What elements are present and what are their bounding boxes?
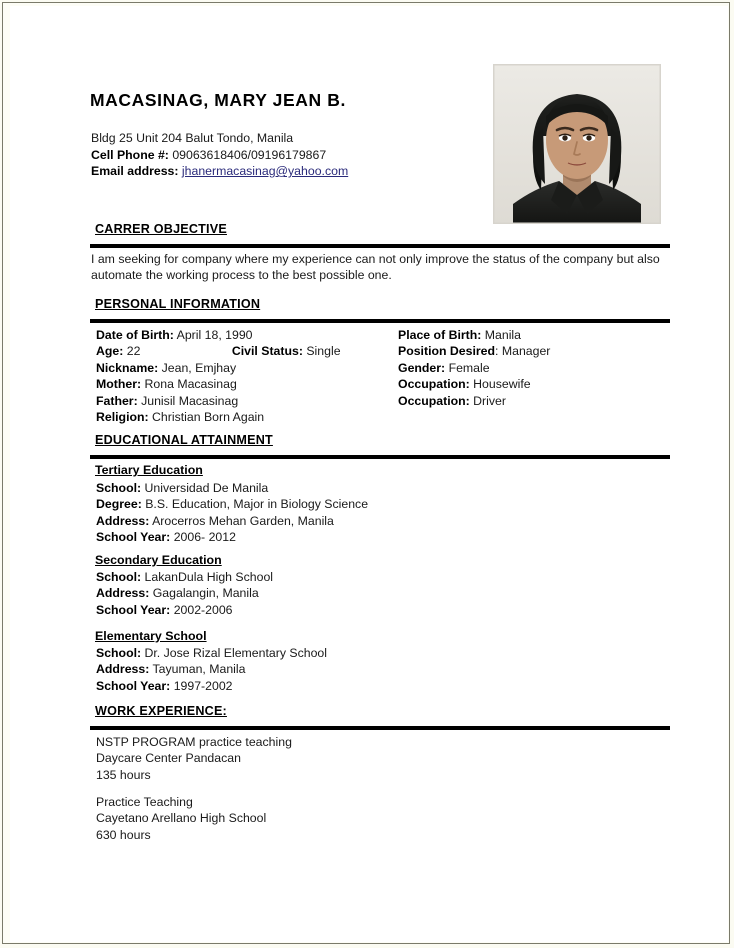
field-value: Universidad De Manila	[144, 481, 269, 495]
tertiary-education-details	[96, 480, 368, 546]
section-heading-objective: CARRER OBJECTIVE	[95, 222, 227, 236]
field-label: Place of Birth:	[398, 328, 482, 342]
personal-info-left-column	[96, 327, 341, 425]
cell-phone-value: 09063618406/09196179867	[172, 147, 327, 162]
field-school	[96, 645, 327, 661]
field-school	[96, 480, 368, 496]
field-age-civil-status	[96, 343, 341, 359]
field-value: : Manager	[495, 344, 551, 359]
field-religion	[96, 409, 341, 425]
field-value: 2002-2006	[173, 602, 233, 617]
field-value: 1997-2002	[173, 678, 233, 693]
field-label: Date of Birth:	[96, 328, 174, 342]
field-label: Father:	[96, 393, 138, 408]
elementary-education-details	[96, 645, 327, 694]
field-label: Address:	[96, 586, 150, 601]
field-occupation-father	[398, 393, 550, 409]
field-value: Junisil Macasinag	[141, 393, 239, 408]
field-label: Degree:	[96, 497, 142, 512]
field-date-of-birth	[96, 327, 341, 343]
field-value: April 18, 1990	[176, 328, 253, 342]
section-heading-education: EDUCATIONAL ATTAINMENT	[95, 433, 273, 447]
field-degree	[96, 496, 368, 512]
field-label: Occupation:	[398, 393, 470, 408]
field-label: School Year:	[96, 602, 171, 617]
field-label: Mother:	[96, 377, 142, 392]
applicant-photo	[493, 64, 661, 224]
work-hours: 630 hours	[96, 827, 151, 842]
field-father	[96, 393, 341, 409]
work-title: Practice Teaching	[96, 795, 193, 809]
section-heading-personal-information: PERSONAL INFORMATION	[95, 297, 261, 311]
work-experience-entry-1	[96, 734, 292, 783]
field-value: Gagalangin, Manila	[152, 586, 259, 601]
field-civil-status	[232, 343, 341, 359]
field-label: Nickname:	[96, 360, 159, 375]
field-value: 2006- 2012	[173, 530, 236, 545]
field-value: Manila	[484, 328, 522, 342]
field-label: School:	[96, 481, 142, 495]
field-label: Address:	[96, 513, 150, 528]
subheading-secondary-education: Secondary Education	[95, 553, 222, 567]
field-address	[96, 585, 273, 601]
field-value: B.S. Education, Major in Biology Science	[145, 497, 369, 512]
rule-education	[90, 455, 670, 459]
field-school-year	[96, 529, 368, 545]
field-position-desired	[398, 343, 550, 359]
field-nickname	[96, 360, 341, 376]
field-school-year	[96, 602, 273, 618]
work-hours: 135 hours	[96, 767, 151, 782]
contact-address: Bldg 25 Unit 204 Balut Tondo, Manila	[91, 131, 294, 145]
field-school-year	[96, 678, 327, 694]
field-value: Female	[448, 360, 490, 375]
subheading-tertiary-education: Tertiary Education	[95, 463, 203, 477]
field-label: Age:	[96, 344, 124, 359]
field-gender	[398, 360, 550, 376]
work-title: NSTP PROGRAM practice teaching	[96, 735, 292, 749]
field-occupation-mother	[398, 376, 550, 392]
field-value: Jean, Emjhay	[161, 360, 237, 375]
field-value: Christian Born Again	[152, 410, 265, 425]
field-label: School:	[96, 570, 142, 584]
page-title: MACASINAG, MARY JEAN B.	[90, 90, 346, 110]
rule-objective	[90, 244, 670, 248]
field-value: Single	[306, 344, 341, 359]
field-label: Occupation:	[398, 377, 470, 392]
resume-page	[10, 6, 728, 942]
field-label: Religion:	[96, 410, 149, 425]
field-place-of-birth	[398, 327, 550, 343]
field-label: School Year:	[96, 530, 171, 545]
field-value: Housewife	[473, 377, 531, 392]
field-address	[96, 661, 327, 677]
email-label: Email address:	[91, 164, 179, 179]
field-address	[96, 513, 368, 529]
field-value: Dr. Jose Rizal Elementary School	[144, 646, 327, 660]
photo-graphic	[493, 64, 661, 224]
work-place: Cayetano Arellano High School	[96, 811, 267, 826]
cell-phone-label: Cell Phone #:	[91, 147, 169, 162]
section-heading-work-experience: WORK EXPERIENCE:	[95, 704, 227, 718]
rule-personal-information	[90, 319, 670, 323]
objective-text: I am seeking for company where my experience can not only improve the status of the company but also automate the working process to the best possible one.	[91, 252, 660, 283]
rule-work-experience	[90, 726, 670, 730]
field-label: Position Desired	[398, 344, 496, 359]
field-mother	[96, 376, 341, 392]
field-value: 22	[126, 344, 141, 359]
work-place: Daycare Center Pandacan	[96, 751, 241, 766]
contact-phone	[91, 147, 348, 164]
page-frame	[2, 2, 730, 944]
contact-block	[91, 130, 348, 180]
field-label: School Year:	[96, 678, 171, 693]
field-value: LakanDula High School	[144, 570, 274, 584]
subheading-elementary-education: Elementary School	[95, 629, 207, 643]
field-value: Arocerros Mehan Garden, Manila	[152, 513, 334, 528]
contact-email	[91, 163, 348, 180]
personal-info-right-column	[398, 327, 550, 409]
field-label: Gender:	[398, 360, 446, 375]
field-label: School:	[96, 646, 142, 660]
field-value: Driver	[473, 393, 506, 408]
field-label: Address:	[96, 662, 150, 677]
field-label: Civil Status:	[231, 344, 303, 359]
field-value: Tayuman, Manila	[152, 662, 246, 677]
secondary-education-details	[96, 569, 273, 618]
email-link[interactable]: jhanermacasinag@yahoo.com	[181, 164, 349, 179]
work-experience-entry-2	[96, 794, 266, 843]
field-value: Rona Macasinag	[144, 377, 237, 392]
field-school	[96, 569, 273, 585]
